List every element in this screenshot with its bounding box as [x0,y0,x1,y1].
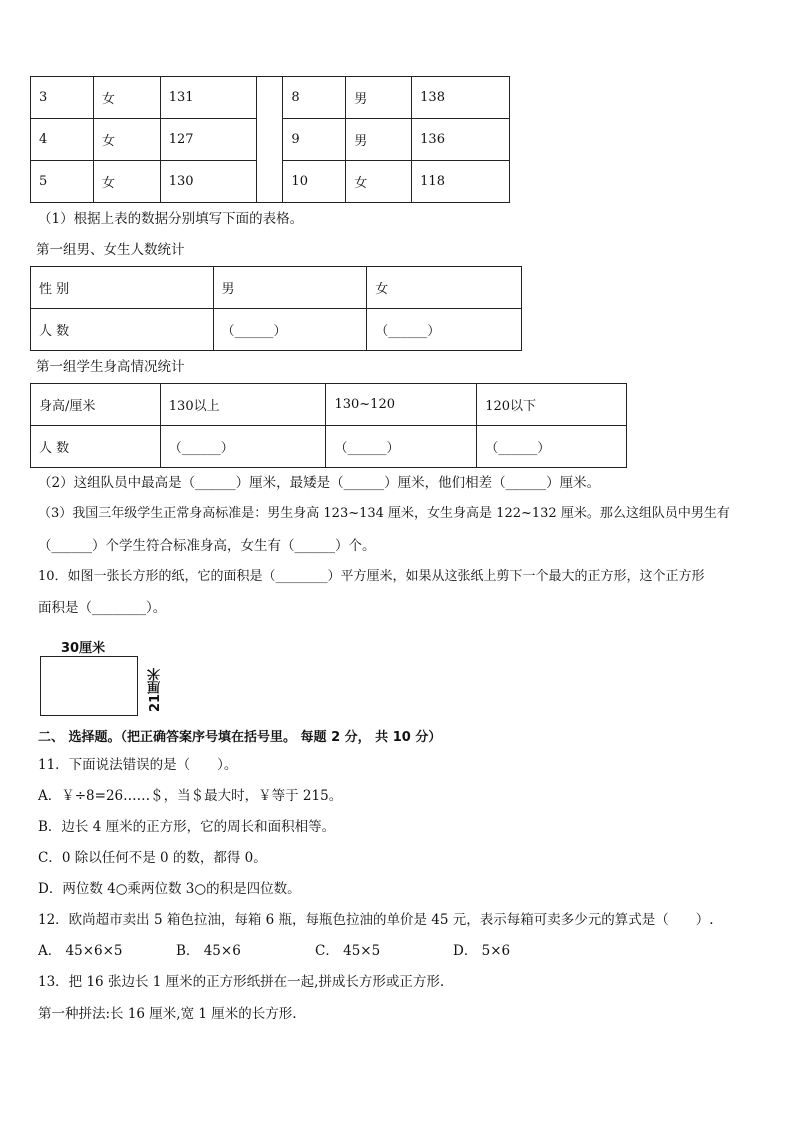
question-3-line-2: （______）个学生符合标准身高，女生有（______）个。 [38,538,376,554]
table-cell: 8 [283,77,346,119]
question-13-line-1: 13．把 16 张边长 1 厘米的正方形纸拼在一起,拼成长方形或正方形. [38,974,445,990]
question-11-option-b: B．边长 4 厘米的正方形，它的周长和面积相等。 [38,819,336,835]
height-stats-caption: 第一组学生身高情况统计 [36,359,185,375]
answer-blank[interactable]: （______） [477,426,627,468]
question-12-option-b: B． 45×6 [176,943,241,959]
table-header-cell: 130~120 [326,384,477,426]
answer-blank[interactable]: （______） [367,309,522,351]
table-separator [257,77,283,203]
question-12-stem: 12．欧尚超市卖出 5 箱色拉油，每箱 6 瓶，每瓶色拉油的单价是 45 元，表示每箱可卖多少元的算式是（ ）. [38,912,714,928]
section-2-title: 二、 选择题。（把正确答案序号填在括号里。 每题 2 分， 共 10 分） [38,730,442,745]
table-header-cell: 男 [213,267,367,309]
table-header-cell: 120以下 [477,384,627,426]
question-10-line-1: 10．如图一张长方形的纸，它的面积是（________）平方厘米，如果从这张纸上剪下一个最大的正方形，这个正方形 [38,569,705,584]
question-11-option-c: C．0 除以任何不是 0 的数，都得 0。 [38,850,267,866]
gender-count-table [30,266,522,351]
table-cell: 4 [31,119,94,161]
height-stats-table [30,383,627,468]
table-cell: 10 [283,161,346,203]
table-cell: 女 [93,119,160,161]
question-11-option-d: D．两位数 4○乘两位数 3○的积是四位数。 [38,881,301,897]
question-12-option-d: D． 5×6 [453,943,511,959]
table-cell: 女 [93,161,160,203]
question-1-text: （1）根据上表的数据分别填写下面的表格。 [38,211,304,227]
height-data-table [30,76,510,203]
table-cell: 5 [31,161,94,203]
question-12-option-a: A． 45×6×5 [38,943,123,959]
table-cell: 男 [346,119,412,161]
question-10-line-2: 面积是（________）。 [38,600,167,616]
answer-blank[interactable]: （______） [160,426,326,468]
table-cell: 9 [283,119,346,161]
question-3-line-1: （3）我国三年级学生正常身高标准是：男生身高 123~134 厘米，女生身高是 122~132 厘米。那么这组队员中男生有 [38,506,730,521]
question-13-line-2: 第一种拼法:长 16 厘米,宽 1 厘米的长方形. [38,1006,297,1022]
answer-blank[interactable]: （______） [326,426,477,468]
question-12-option-c: C． 45×5 [315,943,381,959]
answer-blank[interactable]: （______） [213,309,367,351]
table-cell: 人 数 [31,309,214,351]
question-2-text: （2）这组队员中最高是（______）厘米，最矮是（______）厘米，他们相差（______）厘米。 [38,475,601,491]
figure-width-label: 21厘米 [148,667,163,712]
table-cell: 138 [412,77,510,119]
table-cell: 男 [346,77,412,119]
table-cell: 131 [160,77,257,119]
table-cell: 127 [160,119,257,161]
table-cell: 女 [346,161,412,203]
figure-length-label: 30厘米 [61,641,106,656]
table-cell: 130 [160,161,257,203]
rectangle-figure [40,656,138,716]
table-cell: 人 数 [31,426,161,468]
table-cell: 118 [412,161,510,203]
table-header-cell: 性 别 [31,267,214,309]
question-11-option-a: A．￥÷8=26……＄，当＄最大时，￥等于 215。 [38,788,343,804]
question-11-stem: 11．下面说法错误的是（ ）。 [38,757,238,773]
table-header-cell: 女 [367,267,522,309]
gender-table-caption: 第一组男、女生人数统计 [36,242,185,258]
table-cell: 女 [93,77,160,119]
table-cell: 136 [412,119,510,161]
table-header-cell: 130以上 [160,384,326,426]
table-cell: 3 [31,77,94,119]
table-header-cell: 身高/厘米 [31,384,161,426]
